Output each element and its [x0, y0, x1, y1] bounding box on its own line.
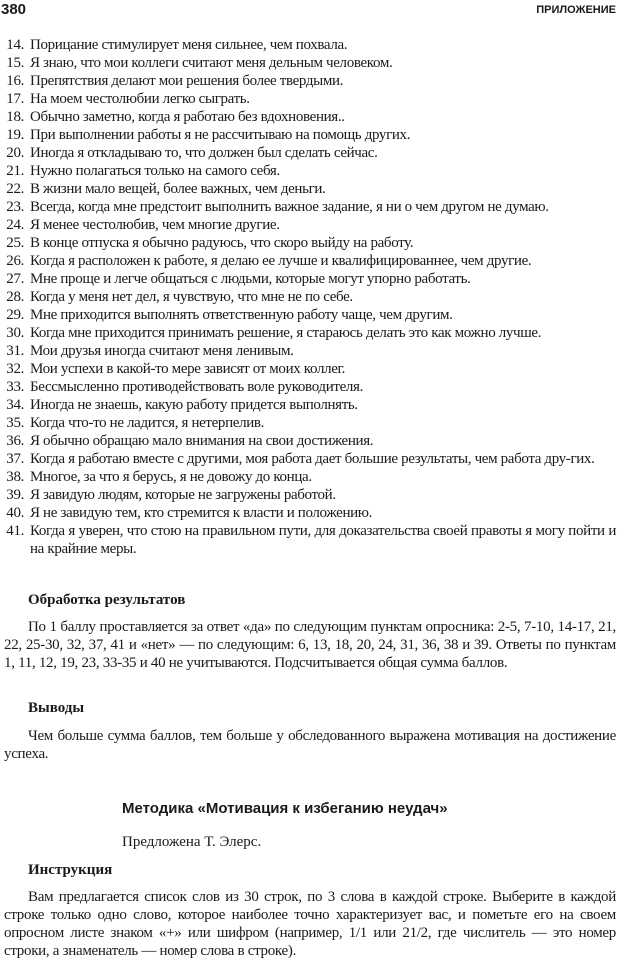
list-item	[0, 324, 620, 342]
list-item	[0, 216, 620, 234]
item-text: Я не завидую тем, кто стремится к власти и положению.	[30, 505, 373, 521]
item-text: Когда я работаю вместе с другими, моя работа дает большие результаты, чем работа дру-гих.	[30, 451, 595, 467]
list-item	[0, 288, 620, 306]
item-number: 25.	[6, 235, 24, 251]
item-text: Многое, за что я берусь, я не довожу до конца.	[30, 469, 312, 485]
item-text: Бессмысленно противодействовать воле руководителя.	[30, 379, 363, 395]
item-number: 37.	[6, 451, 24, 467]
item-number: 19.	[6, 127, 24, 143]
item-number: 28.	[6, 289, 24, 305]
item-text: На моем честолюбии легко сыграть.	[30, 91, 250, 107]
list-item	[0, 252, 620, 270]
item-text: Я обычно обращаю мало внимания на свои достижения.	[30, 433, 374, 449]
list-item	[0, 486, 620, 504]
item-number: 33.	[6, 379, 24, 395]
list-item	[0, 126, 620, 144]
item-number: 18.	[6, 109, 24, 125]
item-number: 39.	[6, 487, 24, 503]
list-item	[0, 36, 620, 54]
item-text: При выполнении работы я не рассчитываю на помощь других.	[30, 127, 411, 143]
item-text: Я знаю, что мои коллеги считают меня дельным человеком.	[30, 55, 393, 71]
item-number: 22.	[6, 181, 24, 197]
item-text: Всегда, когда мне предстоит выполнить важное задание, я ни о чем другом не думаю.	[30, 199, 549, 215]
section-heading: Инструкция	[28, 862, 113, 878]
list-item	[0, 108, 620, 126]
item-text: Когда у меня нет дел, я чувствую, что мне не по себе.	[30, 289, 353, 305]
item-number: 21.	[6, 163, 24, 179]
item-number: 35.	[6, 415, 24, 431]
item-text: Мне приходится выполнять ответственную работу чаще, чем другим.	[30, 307, 453, 323]
list-item	[0, 90, 620, 108]
list-item	[0, 414, 620, 432]
method-title: Методика «Мотивация к избеганию неудач»	[122, 800, 448, 817]
list-item	[0, 522, 620, 558]
item-number: 15.	[6, 55, 24, 71]
item-number: 24.	[6, 217, 24, 233]
page-header	[0, 0, 620, 20]
item-number: 20.	[6, 145, 24, 161]
item-text: Когда я уверен, что стою на правильном пути, для доказательства своей правоты я могу пойти и на крайние меры.	[30, 523, 616, 557]
item-number: 36.	[6, 433, 24, 449]
list-item	[0, 180, 620, 198]
list-item	[0, 378, 620, 396]
list-item	[0, 396, 620, 414]
running-title: ПРИЛОЖЕНИЕ	[536, 4, 616, 16]
list-item	[0, 162, 620, 180]
item-text: В жизни мало вещей, более важных, чем деньги.	[30, 181, 326, 197]
section-heading: Обработка результатов	[28, 592, 186, 608]
processing-text: По 1 баллу проставляется за ответ «да» по следующим пунктам опросника: 2-5, 7-10, 14-17, 21, 22, 25-30, 32, 37, 41 и «нет» — по следующим: 6, 13, 18, 20, 24, 31, 36, 38 и 39. Ответы по пунктам 1, 11, 12, 19, 23, 33-35 и 40 не учитываются. Подсчитывается общая сумма баллов.	[4, 619, 616, 671]
item-text: Я завидую людям, которые не загружены работой.	[30, 487, 336, 503]
page-number: 380	[1, 1, 27, 18]
item-text: Когда мне приходится принимать решение, я стараюсь делать это как можно лучше.	[30, 325, 542, 341]
item-number: 41.	[6, 523, 24, 539]
item-number: 30.	[6, 325, 24, 341]
list-item	[0, 432, 620, 450]
list-item	[0, 450, 620, 468]
list-item	[0, 270, 620, 288]
questionnaire-list	[0, 36, 620, 558]
processing-section	[4, 591, 616, 672]
item-number: 40.	[6, 505, 24, 521]
list-item	[0, 144, 620, 162]
list-item	[0, 54, 620, 72]
item-number: 14.	[6, 37, 24, 53]
item-number: 16.	[6, 73, 24, 89]
list-item	[0, 360, 620, 378]
list-item	[0, 306, 620, 324]
item-number: 34.	[6, 397, 24, 413]
list-item	[0, 342, 620, 360]
item-text: Мои успехи в какой-то мере зависят от моих коллег.	[30, 361, 346, 377]
list-item	[0, 198, 620, 216]
list-item	[0, 468, 620, 486]
item-text: Иногда я откладываю то, что должен был сделать сейчас.	[30, 145, 378, 161]
item-text: Нужно полагаться только на самого себя.	[30, 163, 280, 179]
item-number: 23.	[6, 199, 24, 215]
item-number: 27.	[6, 271, 24, 287]
list-item	[0, 234, 620, 252]
section-heading: Выводы	[28, 700, 85, 716]
item-text: Иногда не знаешь, какую работу придется выполнять.	[30, 397, 358, 413]
item-number: 29.	[6, 307, 24, 323]
item-text: Обычно заметно, когда я работаю без вдохновения..	[30, 109, 345, 125]
method-author: Предложена Т. Элерс.	[122, 834, 262, 850]
item-text: В конце отпуска я обычно радуюсь, что скоро выйду на работу.	[30, 235, 414, 251]
item-number: 31.	[6, 343, 24, 359]
conclusions-text: Чем больше сумма баллов, тем больше у обследованного выражена мотивация на достижение успеха.	[4, 728, 616, 762]
item-text: Когда я расположен к работе, я делаю ее лучше и квалифицированнее, чем другие.	[30, 253, 532, 269]
list-item	[0, 504, 620, 522]
item-text: Я менее честолюбив, чем многие другие.	[30, 217, 280, 233]
item-number: 26.	[6, 253, 24, 269]
list-item	[0, 72, 620, 90]
instruction-text: Вам предлагается список слов из 30 строк, по 3 слова в каждой строке. Выберите в каждой строке только одно слово, которое наиболее точно характеризует вас, и пометьте его на своем опросном листе знаком «+» или шифром (например, 1/1 или 21/2, где числитель — это номер строки, а знаменатель — номер слова в строке).	[4, 889, 616, 959]
item-text: Когда что-то не ладится, я нетерпелив.	[30, 415, 265, 431]
instruction-section	[4, 861, 616, 960]
item-text: Порицание стимулирует меня сильнее, чем похвала.	[30, 37, 348, 53]
item-text: Мне проще и легче общаться с людьми, которые могут упорно работать.	[30, 271, 471, 287]
item-text: Препятствия делают мои решения более твердыми.	[30, 73, 344, 89]
item-number: 38.	[6, 469, 24, 485]
item-text: Мои друзья иногда считают меня ленивым.	[30, 343, 294, 359]
item-number: 17.	[6, 91, 24, 107]
item-number: 32.	[6, 361, 24, 377]
conclusions-section	[4, 699, 616, 763]
